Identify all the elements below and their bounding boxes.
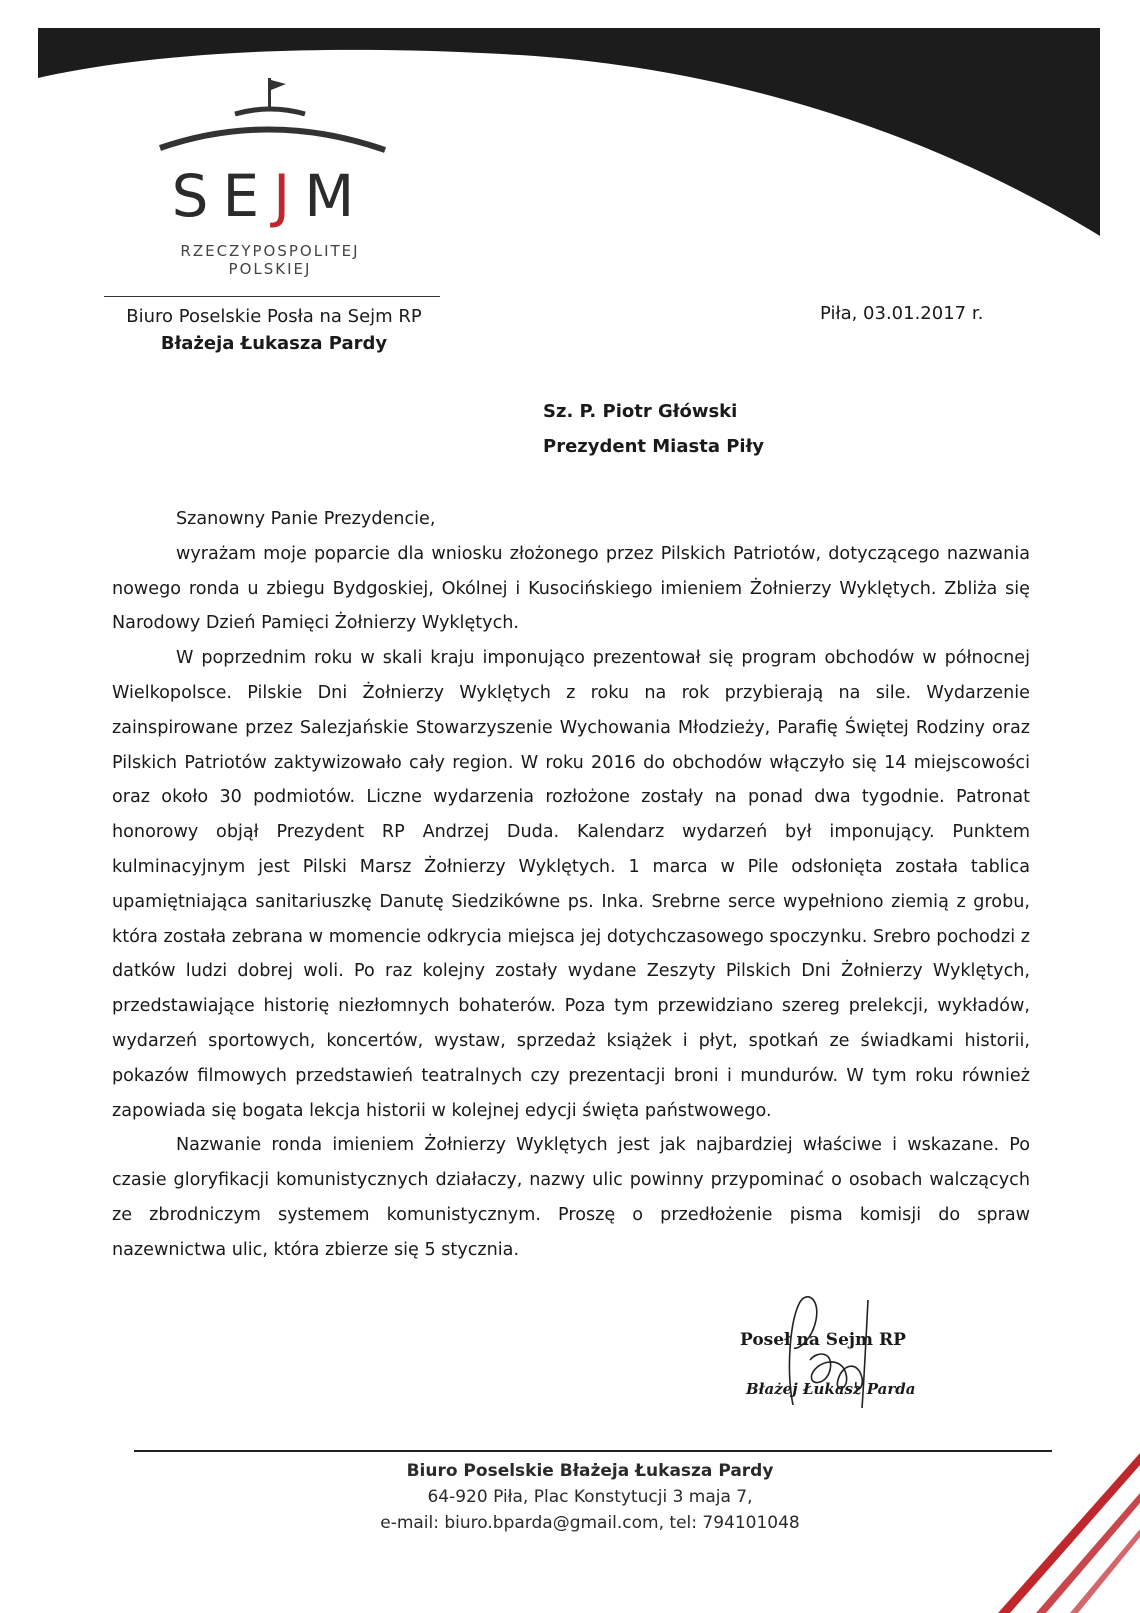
recipient-block — [543, 394, 764, 464]
paragraph: W poprzednim roku w skali kraju imponująco prezentował się program obchodów w północnej Wielkopolsce. Pilskie Dni Żołnierzy Wyklętych z roku na rok przybierają na sile. Wydarzenie zainspirowane przez Salezjańskie Stowarzyszenie Wychowania Młodzieży, Parafię Świętej Rodziny oraz Pilskich Patriotów zaktywizowało cały region. W roku 2016 do obchodów włączyło się 14 miejscowości oraz około 30 podmiotów. Liczne wydarzenia rozłożone zostały na ponad dwa tygodnie. Patronat honorowy objął Prezydent RP Andrzej Duda. Kalendarz wydarzeń był imponujący. Punktem kulminacyjnym jest Pilski Marsz Żołnierzy Wyklętych. 1 marca w Pile odsłonięta została tablica upamiętniająca sanitariuszkę Danutę Siedzikówne ps. Inka. Srebrne serce wypełniono ziemią z grobu, która została zebrana w momencie odkrycia miejsca jej dotychczasowego spoczynku. Srebro pochodzi z datków ludzi dobrej woli. Po raz kolejny zostały wydane Zeszyty Pilskich Dni Żołnierzy Wyklętych, przedstawiające historię niezłomnych bohaterów. Poza tym przewidziano szereg prelekcji, wykładów, wydarzeń sportowych, koncertów, wystaw, sprzedaż książek i płyt, spotkań ze świadkami historii, pokazów filmowych przedstawień teatralnych czy prezentacji broni i mundurów. W tym roku również zapowiada się bogata lekcja historii w kolejnej edycji święta państwowego. — [112, 648, 1030, 1121]
sejm-dome-icon — [140, 70, 420, 170]
footer-office: Biuro Poselskie Błażeja Łukasza Pardy — [406, 1461, 774, 1481]
letter-body — [112, 502, 1030, 1268]
signature-name: Błażej Łukasz Parda — [746, 1380, 916, 1398]
paragraph: Nazwanie ronda imieniem Żołnierzy Wyklętych jest jak najbardziej właściwe i wskazane. Po czasie gloryfikacji komunistycznych działaczy, nazwy ulic powinny przypominać o osobach walczących ze zbrodniczym systemem komunistycznym. Proszę o przedłożenie pisma komisji do spraw nazewnictwa ulic, która zbierze się 5 stycznia. — [112, 1135, 1030, 1260]
sejm-wordmark: SEJM — [171, 162, 369, 230]
sejm-logo — [140, 70, 420, 278]
paragraph: wyrażam moje poparcie dla wniosku złożonego przez Pilskich Patriotów, dotyczącego nazwania nowego ronda u zbiegu Bydgoskiej, Okólnej i Kusocińskiego imieniem Żołnierzy Wyklętych. Zbliża się Narodowy Dzień Pamięci Żołnierzy Wyklętych. — [112, 543, 1030, 634]
signature-title: Poseł na Sejm RP — [740, 1330, 906, 1350]
letter-date: Piła, 03.01.2017 r. — [820, 303, 984, 324]
recipient-title: Prezydent Miasta Piły — [543, 436, 765, 457]
header-divider — [104, 296, 440, 297]
signature-block — [738, 1290, 998, 1420]
footer-address: 64-920 Piła, Plac Konstytucji 3 maja 7, — [427, 1487, 753, 1507]
office-line: Biuro Poselskie Posła na Sejm RP — [126, 306, 422, 327]
salutation: Szanowny Panie Prezydencie, — [176, 509, 436, 529]
sejm-subtitle: RZECZYPOSPOLITEJ POLSKIEJ — [180, 242, 360, 278]
footer-divider — [134, 1450, 1052, 1452]
footer-contact: e-mail: biuro.bparda@gmail.com, tel: 794101048 — [380, 1513, 800, 1533]
handwritten-signature-icon — [738, 1290, 938, 1420]
footer-block — [330, 1458, 850, 1536]
corner-stripes-icon — [990, 1443, 1140, 1613]
office-block — [104, 303, 444, 357]
office-name: Błażeja Łukasza Pardy — [160, 333, 388, 354]
recipient-name: Sz. P. Piotr Główski — [543, 401, 738, 422]
